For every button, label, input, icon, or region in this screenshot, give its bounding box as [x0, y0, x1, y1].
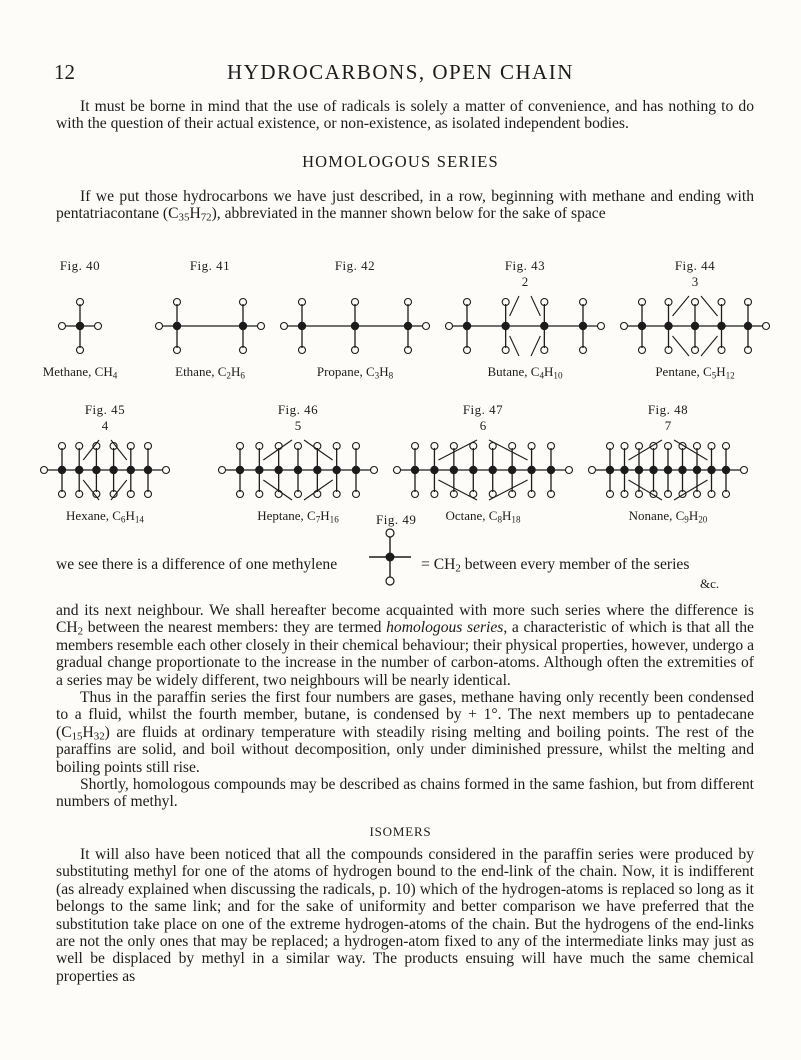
carbon-chain-diagram — [40, 288, 120, 364]
chain-number: 4 — [101, 418, 109, 433]
compound-caption: Heptane, $C_7H_{16}$ — [257, 508, 339, 525]
chain-number — [280, 274, 430, 288]
chain-number — [40, 274, 120, 288]
carbon-chain-diagram — [40, 432, 170, 508]
section-heading-homologous: HOMOLOGOUS SERIES — [302, 152, 499, 171]
page-number: 12 — [54, 60, 75, 84]
figure — [40, 258, 120, 380]
figure-label: Fig. 43 — [504, 258, 546, 273]
chain-number: 2 — [521, 274, 529, 289]
compound-caption: Methane, $CH_4$ — [42, 364, 118, 381]
figure — [280, 258, 430, 380]
running-title: HYDROCARBONS, OPEN CHAIN — [227, 60, 574, 84]
figure — [155, 258, 265, 380]
intro-paragraph: It must be borne in mind that the use of radicals is solely a matter of convenience, and has nothing to do with the question of their actual existence, or non-existence, as isolated independent bodies. — [56, 98, 754, 133]
series-paragraph: If we put those hydrocarbons we have just described, in a row, beginning with methane and ending with pentatriacontane $(C_{35}H_{72})$, abbreviated in the manner shown below for the sake of space — [56, 188, 754, 225]
isomers-paragraph: It will also have been noticed that all the compounds considered in the paraffin series were produced by substituting methyl for one of the atoms of hydrogen bound to the end-link of the chain. Now, it is indifferent (as already explained when discussing the radicals, p. 10) which of the hydrogen-atoms is replaced so long as it belongs to the same link; and for the sake of uniformity and better comparison we have preferred that the substitution take place on one of the extreme hydrogen-atoms of the chain. But the hydrogens of the end-links are not the only ones that may be replaced; a hydrogen-atom fixed to any of the intermediate links may just as well be displaced by methyl in a similar way. The products ensuing will have much the same chemical properties as — [56, 846, 754, 985]
etc-label: &c. — [700, 576, 720, 591]
compound-caption: Nonane, $C_9H_{20}$ — [628, 508, 708, 525]
figure-label: Fig. 45 — [84, 402, 126, 417]
figure — [588, 402, 748, 524]
figure-label: Fig. 44 — [674, 258, 716, 273]
carbon-chain-diagram — [218, 432, 378, 508]
compound-caption: Ethane, $C_2H_6$ — [175, 364, 245, 381]
carbon-chain-diagram — [155, 288, 265, 364]
compound-caption: Butane, $C_4H_{10}$ — [487, 364, 563, 381]
fig49-text-after: = $CH_2$ between every member of the series — [421, 556, 690, 575]
compound-caption: Propane, $C_3H_8$ — [316, 364, 394, 381]
figure — [620, 258, 770, 380]
chain-number: 7 — [664, 418, 672, 433]
figure-label: Fig. 47 — [462, 402, 504, 417]
compound-caption: Pentane, $C_5H_{12}$ — [655, 364, 735, 381]
neighbour-paragraph: and its next neighbour. We shall hereafter become acquainted with more such series where the difference is $CH_2$ between the nearest members: they are termed homologous series, a characteristic of which is that all the members resemble each other closely in their chemical behaviour; their physical properties, however, undergo a gradual change proportionate to the increase in the number of carbon-atoms. Although often the extremities of a series may be widely different, two neighbours will be nearly identical. Thus in the paraffin series the first four numbers are gases, methane having only recently been condensed to a fluid, whilst the fourth member, butane, is condensed by + 1°. The next members up to pentadecane $(C_{15}H_{32})$ are fluids at ordinary temperature with steadily rising melting and boiling points. The rest of the paraffins are solid, and boil without decomposition, only under diminished pressure, whilst the melting and boiling points still rise. Shortly, homologous compounds may be described as chains formed in the same fashion, but from different numbers of methyl. — [56, 602, 754, 811]
carbon-chain-diagram — [445, 288, 605, 364]
compound-caption: Hexane, $C_6H_{14}$ — [66, 508, 144, 525]
figure-label: Fig. 41 — [189, 258, 231, 273]
figure-label: Fig. 48 — [647, 402, 689, 417]
figure-label: Fig. 42 — [334, 258, 376, 273]
figure-label: Fig. 40 — [59, 258, 101, 273]
fig49-text-before: we see there is a difference of one methylene — [56, 556, 338, 573]
chain-number: 6 — [479, 418, 487, 433]
carbon-chain-diagram — [588, 432, 748, 508]
fig49-label: Fig. 49 — [376, 512, 417, 527]
section-heading-isomers: ISOMERS — [369, 824, 432, 839]
figure — [218, 402, 378, 524]
figure — [393, 402, 573, 524]
carbon-chain-diagram — [393, 432, 573, 508]
methylene-diagram — [365, 527, 415, 587]
chain-number — [155, 274, 265, 288]
figure — [40, 402, 170, 524]
figure-label: Fig. 46 — [277, 402, 319, 417]
chain-number: 3 — [691, 274, 699, 289]
carbon-chain-diagram — [620, 288, 770, 364]
chain-number: 5 — [294, 418, 302, 433]
compound-caption: Octane, $C_8H_{18}$ — [445, 508, 521, 525]
figure — [445, 258, 605, 380]
carbon-chain-diagram — [280, 288, 430, 364]
